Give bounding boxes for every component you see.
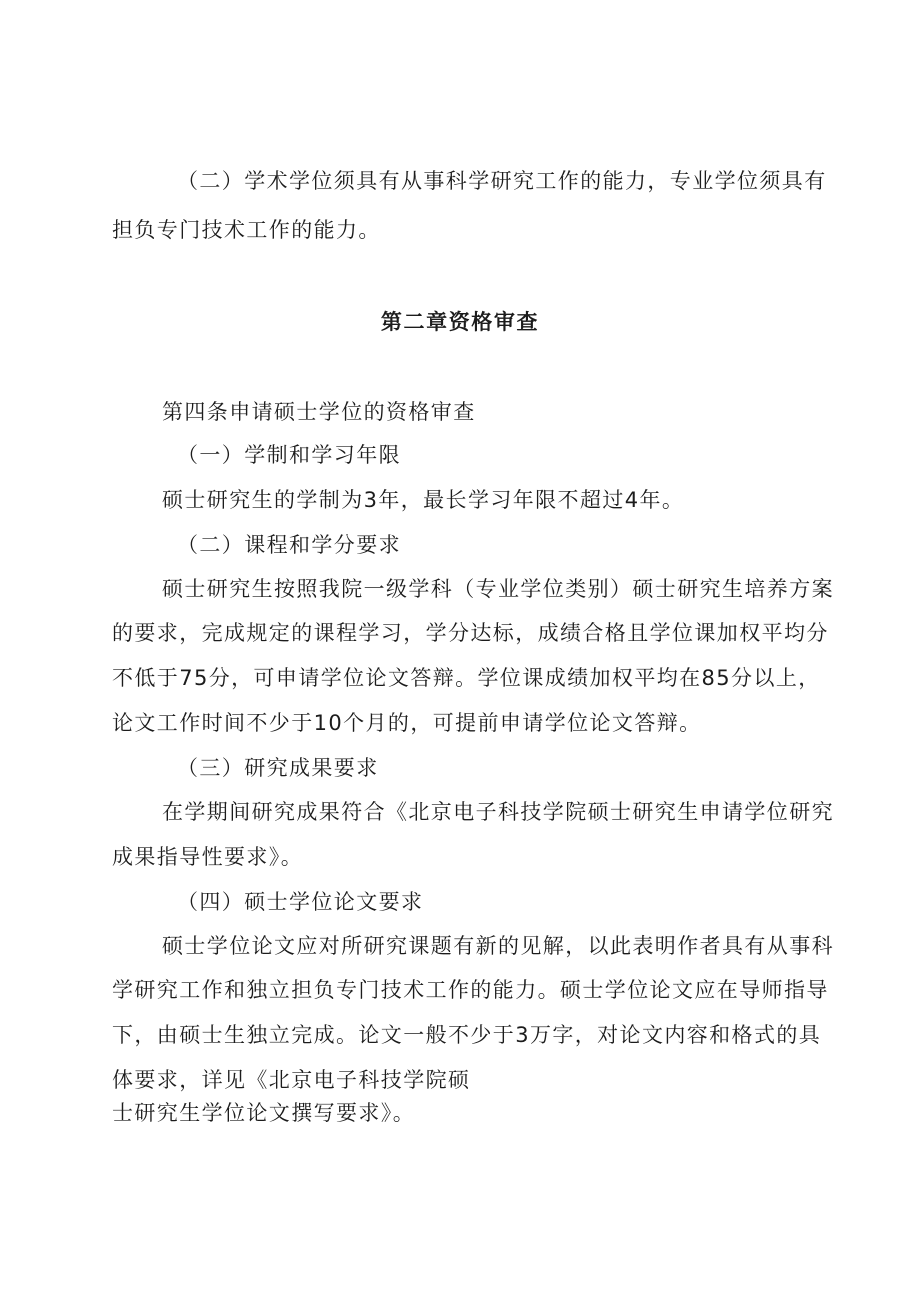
article-4-title: 第四条申请硕士学位的资格审查 (162, 400, 476, 424)
item-2-line-4: 论文工作时间不少于10个月的，可提前申请学位论文答辩。 (112, 711, 702, 735)
item-4-line-5: 士研究生学位论文撰写要求》。 (112, 1101, 416, 1125)
section-2-ability-line-1: （二）学术学位须具有从事科学研究工作的能力，专业学位须具有 (177, 169, 827, 193)
section-2-ability-line-2: 担负专门技术工作的能力。 (112, 218, 381, 242)
item-4-line-1: 硕士学位论文应对所研究课题有新的见解，以此表明作者具有从事科 (162, 934, 834, 958)
item-2-heading: （二）课程和学分要求 (177, 533, 401, 557)
item-3-line-1: 在学期间研究成果符合《北京电子科技学院硕士研究生申请学位研究 (162, 800, 834, 824)
item-1-heading: （一）学制和学习年限 (177, 443, 401, 467)
item-4-heading: （四）硕士学位论文要求 (177, 890, 424, 914)
item-3-line-2: 成果指导性要求》。 (112, 845, 304, 869)
chapter-2-title: 第二章资格审查 (380, 310, 540, 334)
item-4-line-4: 体要求，详见《北京电子科技学院硕 (112, 1068, 471, 1092)
item-4-line-2: 学研究工作和独立担负专门技术工作的能力。硕士学位论文应在导师指导 (112, 978, 829, 1002)
item-2-line-2: 的要求，完成规定的课程学习，学分达标，成绩合格且学位课加权平均分 (112, 621, 829, 645)
item-4-line-3: 下，由硕士生独立完成。论文一般不少于3万字，对论文内容和格式的具 (112, 1023, 822, 1047)
item-1-line-1: 硕士研究生的学制为3年，最长学习年限不超过4年。 (162, 488, 685, 512)
item-3-heading: （三）研究成果要求 (177, 756, 379, 780)
item-2-line-1: 硕士研究生按照我院一级学科（专业学位类别）硕士研究生培养方案 (162, 577, 834, 601)
item-2-line-3: 不低于75分，可申请学位论文答辩。学位课成绩加权平均在85分以上， (112, 666, 821, 690)
